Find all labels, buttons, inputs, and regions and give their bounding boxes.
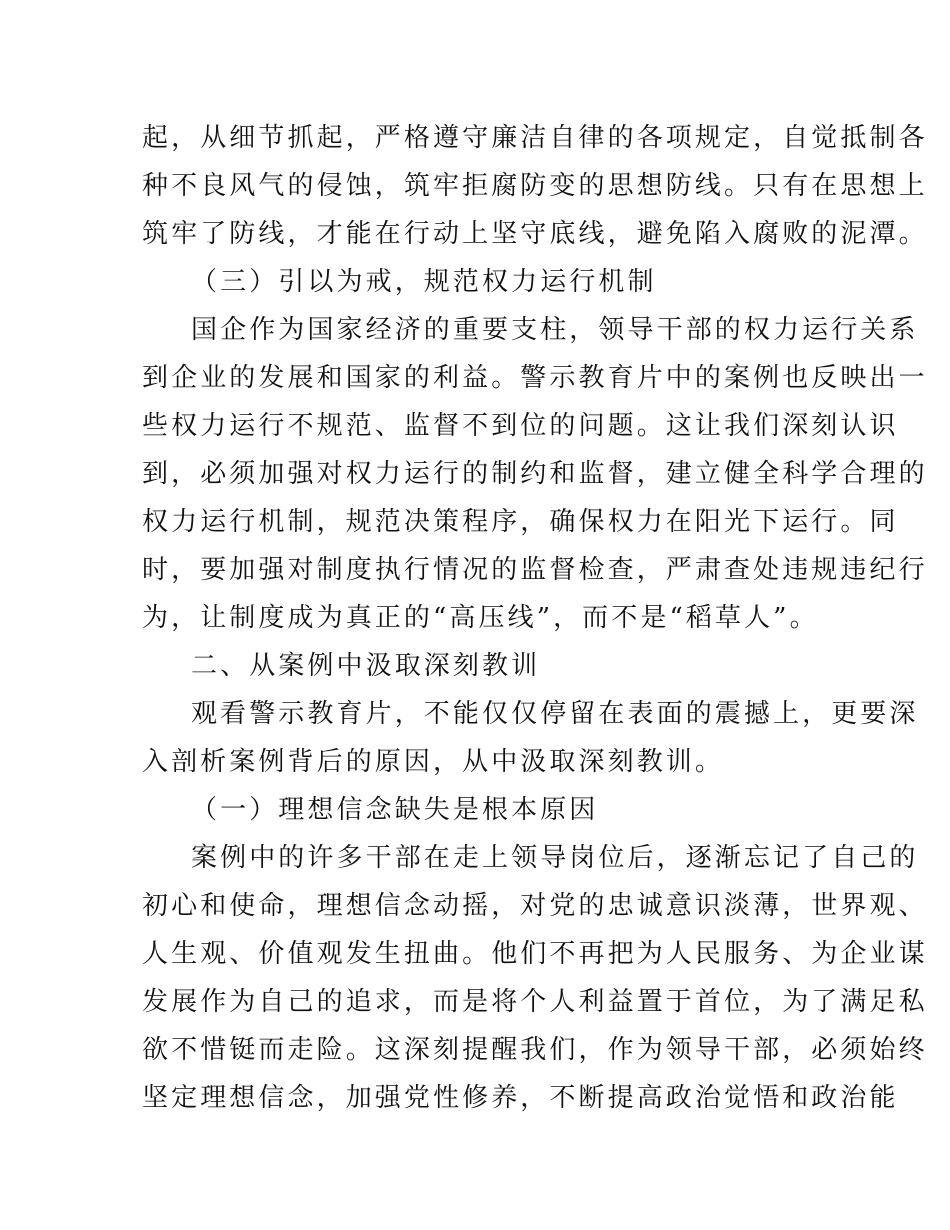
- paragraph-line: 些权力运行不规范、监督不到位的问题。这让我们深刻认识: [142, 411, 899, 441]
- paragraph-line: 权力运行机制，规范决策程序，确保权力在阳光下运行。同: [142, 507, 899, 537]
- paragraph-line: 到企业的发展和国家的利益。警示教育片中的案例也反映出一: [142, 363, 928, 393]
- paragraph-line: 入剖析案例背后的原因，从中汲取深刻教训。: [142, 747, 725, 777]
- paragraph-line: 人生观、价值观发生扭曲。他们不再把为人民服务、为企业谋: [142, 939, 928, 969]
- paragraph-line: 观看警示教育片，不能仅仅停留在表面的震撼上，更要深: [191, 699, 919, 729]
- section-heading: （三）引以为戒，规范权力运行机制: [191, 267, 657, 297]
- paragraph-line: 为，让制度成为真正的“高压线”，而不是“稻草人”。: [142, 603, 819, 633]
- paragraph-line: 国企作为国家经济的重要支柱，领导干部的权力运行关系: [191, 315, 919, 345]
- paragraph-line: 案例中的许多干部在走上领导岗位后，逐渐忘记了自己的: [191, 843, 919, 873]
- paragraph-line: 坚定理想信念，加强党性修养，不断提高政治觉悟和政治能: [142, 1083, 899, 1113]
- paragraph-line: 时，要加强对制度执行情况的监督检查，严肃查处违规违纪行: [142, 555, 928, 585]
- paragraph-line: 起，从细节抓起，严格遵守廉洁自律的各项规定，自觉抵制各: [142, 123, 928, 153]
- paragraph-line: 到，必须加强对权力运行的制约和监督，建立健全科学合理的: [142, 459, 928, 489]
- section-heading: 二、从案例中汲取深刻教训: [191, 651, 541, 681]
- paragraph-line: 种不良风气的侵蚀，筑牢拒腐防变的思想防线。只有在思想上: [142, 171, 928, 201]
- section-heading: （一）理想信念缺失是根本原因: [191, 795, 599, 825]
- paragraph-line: 初心和使命，理想信念动摇，对党的忠诚意识淡薄，世界观、: [142, 891, 928, 921]
- paragraph-line: 发展作为自己的追求，而是将个人利益置于首位，为了满足私: [142, 987, 928, 1017]
- paragraph-line: 筑牢了防线，才能在行动上坚守底线，避免陷入腐败的泥潭。: [142, 219, 928, 249]
- paragraph-line: 欲不惜铤而走险。这深刻提醒我们，作为领导干部，必须始终: [142, 1035, 928, 1065]
